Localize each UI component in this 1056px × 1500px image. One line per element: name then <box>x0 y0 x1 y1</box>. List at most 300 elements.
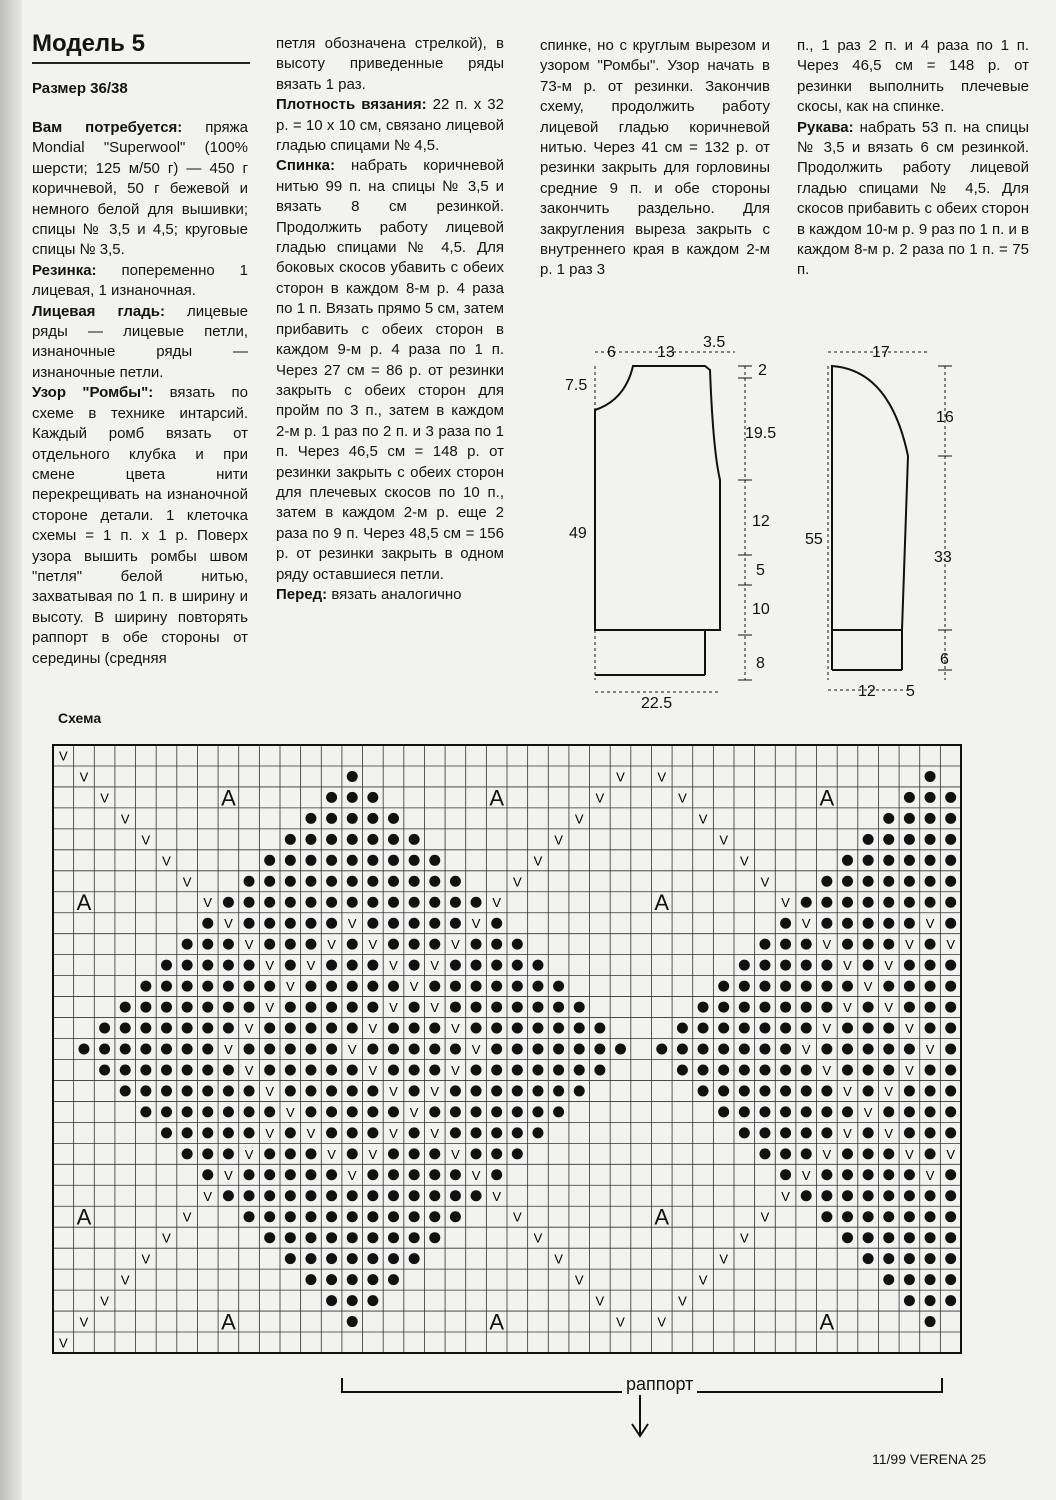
dot-mark <box>471 1148 482 1159</box>
dot-mark <box>305 1169 316 1180</box>
dot-mark <box>285 1085 296 1096</box>
dot-mark <box>471 1023 482 1034</box>
dot-mark <box>347 876 358 887</box>
check-mark: V <box>409 1104 419 1120</box>
dot-mark <box>904 1127 915 1138</box>
dim-sleeve-top: 17 <box>872 344 890 361</box>
dim-side-lower: 10 <box>752 601 770 618</box>
dot-mark <box>945 918 956 929</box>
dot-mark <box>264 897 275 908</box>
dot-mark <box>739 1106 750 1117</box>
dot-mark <box>285 1211 296 1222</box>
dot-mark <box>821 1169 832 1180</box>
dot-mark <box>553 1044 564 1055</box>
dim-side-upper: 12 <box>752 513 770 530</box>
dot-mark <box>925 1295 936 1306</box>
dot-mark <box>347 1106 358 1117</box>
dot-mark <box>925 939 936 950</box>
dot-mark <box>780 1085 791 1096</box>
dot-mark <box>718 1064 729 1075</box>
dot-mark <box>120 1064 131 1075</box>
dim-rib-height: 8 <box>756 655 765 672</box>
dot-mark <box>161 1106 172 1117</box>
page-footer: 11/99 VERENA 25 <box>872 1451 987 1467</box>
check-mark: V <box>760 874 770 890</box>
dot-mark <box>594 1064 605 1075</box>
dot-mark <box>99 1023 110 1034</box>
dot-mark <box>244 1190 255 1201</box>
dot-mark <box>182 1064 193 1075</box>
dot-mark <box>182 1044 193 1055</box>
dim-neck: 6 <box>607 344 616 361</box>
dot-mark <box>450 876 461 887</box>
text-column-1 <box>32 118 248 669</box>
dot-mark <box>801 939 812 950</box>
dot-mark <box>161 981 172 992</box>
dot-mark <box>409 1127 420 1138</box>
dot-mark <box>409 1044 420 1055</box>
dot-mark <box>244 876 255 887</box>
check-mark: V <box>533 853 543 869</box>
dot-mark <box>945 1169 956 1180</box>
dot-mark <box>842 1044 853 1055</box>
dot-mark <box>140 1064 151 1075</box>
dot-mark <box>223 1023 234 1034</box>
dim-sleeve-length: 33 <box>934 549 952 566</box>
letter-a-mark: A <box>221 785 236 811</box>
dot-mark <box>285 1169 296 1180</box>
dot-mark <box>120 1023 131 1034</box>
dot-mark <box>574 1023 585 1034</box>
dot-mark <box>202 1169 213 1180</box>
dot-mark <box>574 1064 585 1075</box>
dot-mark <box>120 1002 131 1013</box>
dot-mark <box>388 939 399 950</box>
dot-mark <box>367 834 378 845</box>
dot-mark <box>553 1085 564 1096</box>
dot-mark <box>739 981 750 992</box>
dot-mark <box>450 897 461 908</box>
dot-mark <box>780 1044 791 1055</box>
dot-mark <box>202 1064 213 1075</box>
dot-mark <box>326 834 337 845</box>
check-mark: V <box>430 1000 440 1016</box>
dot-mark <box>305 897 316 908</box>
rib-text: попеременно 1 лицевая, 1 изнаночная. <box>32 261 248 300</box>
dot-mark <box>821 1106 832 1117</box>
dot-mark <box>388 1044 399 1055</box>
dot-mark <box>718 1023 729 1034</box>
dot-mark <box>759 981 770 992</box>
dot-mark <box>863 1148 874 1159</box>
check-mark: V <box>451 1146 460 1162</box>
dot-mark <box>491 1127 502 1138</box>
dot-mark <box>450 1002 461 1013</box>
dot-mark <box>863 1169 874 1180</box>
letter-a-mark: A <box>819 1309 835 1335</box>
check-mark: V <box>182 874 192 890</box>
dot-mark <box>285 1190 296 1201</box>
dot-mark <box>904 1106 915 1117</box>
dot-mark <box>759 1085 770 1096</box>
dot-mark <box>367 813 378 824</box>
dot-mark <box>801 1002 812 1013</box>
dot-mark <box>347 1211 358 1222</box>
dot-mark <box>429 876 440 887</box>
dot-mark <box>904 855 915 866</box>
dot-mark <box>367 1190 378 1201</box>
dot-mark <box>574 1085 585 1096</box>
dot-mark <box>904 834 915 845</box>
dot-mark <box>326 981 337 992</box>
dot-mark <box>347 1232 358 1243</box>
check-mark: V <box>884 1125 894 1141</box>
dot-mark <box>491 1106 502 1117</box>
dot-mark <box>739 1127 750 1138</box>
dot-mark <box>429 1211 440 1222</box>
dot-mark <box>367 876 378 887</box>
dot-mark <box>285 1253 296 1264</box>
dot-mark <box>429 1190 440 1201</box>
dot-mark <box>161 1044 172 1055</box>
dot-mark <box>140 1085 151 1096</box>
check-mark: V <box>244 937 254 953</box>
check-mark: V <box>141 832 151 848</box>
dot-mark <box>780 1169 791 1180</box>
dot-mark <box>491 1085 502 1096</box>
dot-mark <box>326 1253 337 1264</box>
dot-mark <box>285 960 296 971</box>
dot-mark <box>409 1253 420 1264</box>
dot-mark <box>450 1127 461 1138</box>
dot-mark <box>285 1023 296 1034</box>
check-mark: V <box>162 1230 171 1246</box>
dot-mark <box>305 1002 316 1013</box>
check-mark: V <box>389 1083 398 1099</box>
dot-mark <box>945 1190 956 1201</box>
check-mark: V <box>451 1021 460 1037</box>
dot-mark <box>305 834 316 845</box>
dot-mark <box>512 1064 523 1075</box>
dot-mark <box>945 1023 956 1034</box>
body-outline <box>595 366 720 630</box>
check-mark: V <box>327 937 336 953</box>
dot-mark <box>491 1169 502 1180</box>
dot-mark <box>904 1211 915 1222</box>
dot-mark <box>863 834 874 845</box>
dot-mark <box>182 1023 193 1034</box>
dot-mark <box>120 1044 131 1055</box>
dot-mark <box>305 1190 316 1201</box>
dot-mark <box>285 834 296 845</box>
dot-mark <box>491 918 502 929</box>
dot-mark <box>326 1106 337 1117</box>
check-mark: V <box>739 1230 749 1246</box>
dot-mark <box>367 1085 378 1096</box>
dot-mark <box>925 1127 936 1138</box>
dot-mark <box>780 1148 791 1159</box>
check-mark: V <box>739 853 749 869</box>
dot-mark <box>945 1044 956 1055</box>
dot-mark <box>429 855 440 866</box>
check-mark: V <box>327 1146 336 1162</box>
dot-mark <box>409 834 420 845</box>
dot-mark <box>532 1127 543 1138</box>
dot-mark <box>264 1023 275 1034</box>
dot-mark <box>759 1064 770 1075</box>
dot-mark <box>285 939 296 950</box>
dot-mark <box>863 939 874 950</box>
gauge-text: 22 п. х 32 р. = 10 х 10 см, связано лицевой гладью спицами № 4,5. <box>276 96 504 155</box>
dot-mark <box>491 1044 502 1055</box>
dot-mark <box>512 960 523 971</box>
sleeve-pattern-diagram <box>800 330 970 710</box>
check-mark: V <box>306 958 316 974</box>
dot-mark <box>388 918 399 929</box>
dot-mark <box>491 1148 502 1159</box>
dot-mark <box>512 1023 523 1034</box>
dot-mark <box>801 1127 812 1138</box>
check-mark: V <box>100 1293 109 1309</box>
check-mark: V <box>451 937 460 953</box>
dot-mark <box>883 1253 894 1264</box>
dot-mark <box>718 1085 729 1096</box>
check-mark: V <box>843 1125 852 1141</box>
dot-mark <box>945 1106 956 1117</box>
dot-mark <box>615 1044 626 1055</box>
dot-mark <box>244 981 255 992</box>
dot-mark <box>904 1253 915 1264</box>
dot-mark <box>491 939 502 950</box>
dot-mark <box>264 1064 275 1075</box>
dot-mark <box>945 1002 956 1013</box>
dot-mark <box>780 1064 791 1075</box>
dot-mark <box>244 1106 255 1117</box>
dot-mark <box>883 981 894 992</box>
check-mark: V <box>801 1042 811 1057</box>
check-mark: V <box>182 1209 192 1225</box>
dot-mark <box>883 1106 894 1117</box>
check-mark: V <box>595 1293 605 1309</box>
dot-mark <box>223 981 234 992</box>
dot-mark <box>780 1023 791 1034</box>
check-mark: V <box>430 1125 440 1141</box>
dot-mark <box>347 1190 358 1201</box>
dot-mark <box>801 1148 812 1159</box>
dot-mark <box>925 771 936 782</box>
dot-mark <box>285 855 296 866</box>
dot-mark <box>925 960 936 971</box>
dot-mark <box>367 1253 378 1264</box>
check-mark: V <box>884 1083 894 1099</box>
scheme-title: Схема <box>58 710 102 726</box>
dot-mark <box>223 1085 234 1096</box>
dot-mark <box>863 960 874 971</box>
check-mark: V <box>698 811 708 827</box>
dot-mark <box>532 1044 543 1055</box>
dot-mark <box>388 1064 399 1075</box>
check-mark: V <box>265 1083 275 1099</box>
dot-mark <box>264 981 275 992</box>
dot-mark <box>904 792 915 803</box>
dot-mark <box>718 1002 729 1013</box>
dot-mark <box>842 918 853 929</box>
dot-mark <box>367 981 378 992</box>
dot-mark <box>244 1169 255 1180</box>
dot-mark <box>326 1211 337 1222</box>
dot-mark <box>925 1023 936 1034</box>
dot-mark <box>202 1148 213 1159</box>
check-mark: V <box>884 1000 894 1016</box>
front-text: вязать аналогично <box>327 585 462 603</box>
dot-mark <box>264 1232 275 1243</box>
dot-mark <box>883 1023 894 1034</box>
dot-mark <box>512 939 523 950</box>
dot-mark <box>450 981 461 992</box>
dot-mark <box>925 1106 936 1117</box>
dot-mark <box>842 876 853 887</box>
dot-mark <box>925 1232 936 1243</box>
dot-mark <box>904 1232 915 1243</box>
dot-mark <box>512 1106 523 1117</box>
dot-mark <box>347 1002 358 1013</box>
dot-mark <box>223 897 234 908</box>
check-mark: V <box>265 958 275 974</box>
dot-mark <box>945 1064 956 1075</box>
dot-mark <box>326 1295 337 1306</box>
dot-mark <box>409 1211 420 1222</box>
dot-mark <box>677 1064 688 1075</box>
dot-mark <box>99 1064 110 1075</box>
dot-mark <box>429 1232 440 1243</box>
dot-mark <box>450 1211 461 1222</box>
dot-mark <box>223 1190 234 1201</box>
dot-mark <box>904 918 915 929</box>
dot-mark <box>347 813 358 824</box>
dot-mark <box>305 1148 316 1159</box>
dot-mark <box>388 1148 399 1159</box>
dot-mark <box>140 1002 151 1013</box>
dot-mark <box>759 939 770 950</box>
dot-mark <box>512 1127 523 1138</box>
check-mark: V <box>224 916 233 932</box>
dot-mark <box>883 918 894 929</box>
rapport-label: раппорт <box>622 1374 697 1395</box>
dot-mark <box>264 1190 275 1201</box>
dot-mark <box>821 1085 832 1096</box>
dot-mark <box>409 939 420 950</box>
dot-mark <box>409 960 420 971</box>
dot-mark <box>182 1002 193 1013</box>
dot-mark <box>326 813 337 824</box>
check-mark: V <box>451 1062 460 1078</box>
dot-mark <box>471 1085 482 1096</box>
dot-mark <box>388 855 399 866</box>
dot-mark <box>347 1295 358 1306</box>
dot-mark <box>842 897 853 908</box>
sleeve-outline <box>832 366 908 630</box>
check-mark: V <box>162 853 171 869</box>
dot-mark <box>202 1106 213 1117</box>
check-mark: V <box>925 1042 935 1057</box>
dot-mark <box>367 1211 378 1222</box>
dot-mark <box>202 939 213 950</box>
dot-mark <box>388 1232 399 1243</box>
dot-mark <box>863 1190 874 1201</box>
dot-mark <box>759 1106 770 1117</box>
dot-mark <box>491 1064 502 1075</box>
dot-mark <box>904 1085 915 1096</box>
dot-mark <box>305 1044 316 1055</box>
body-pattern-diagram <box>555 330 795 710</box>
dot-mark <box>388 1253 399 1264</box>
dot-mark <box>182 1085 193 1096</box>
dot-mark <box>264 1169 275 1180</box>
dot-mark <box>904 813 915 824</box>
dot-mark <box>739 1044 750 1055</box>
sleeve-text: набрать 53 п. на спицы № 3,5 и вязать 6 см резинкой. Продолжить работу лицевой гладью спицами № 4,5. Для скосов прибавить с обеих сторон в каждом 10-м р. 9 раз по 1 п. и в каждом 8-м р. 2 раза по 1 п. = 75 п. <box>797 118 1030 279</box>
dot-mark <box>821 897 832 908</box>
dot-mark <box>883 1190 894 1201</box>
dot-mark <box>285 1232 296 1243</box>
dot-mark <box>347 939 358 950</box>
dot-mark <box>842 1106 853 1117</box>
dot-mark <box>780 918 791 929</box>
dot-mark <box>801 981 812 992</box>
check-mark: V <box>141 1251 151 1267</box>
dot-mark <box>326 1190 337 1201</box>
dot-mark <box>429 1148 440 1159</box>
dot-mark <box>863 1211 874 1222</box>
check-mark: V <box>471 916 481 932</box>
dot-mark <box>842 1190 853 1201</box>
dot-mark <box>326 1232 337 1243</box>
dot-mark <box>182 939 193 950</box>
dot-mark <box>863 1253 874 1264</box>
dot-mark <box>471 1127 482 1138</box>
dot-mark <box>759 1044 770 1055</box>
dot-mark <box>821 1127 832 1138</box>
dot-mark <box>182 981 193 992</box>
check-mark: V <box>265 1000 275 1016</box>
dot-mark <box>244 918 255 929</box>
dot-mark <box>388 981 399 992</box>
dot-mark <box>532 1023 543 1034</box>
letter-a-mark: A <box>489 1309 505 1335</box>
dot-mark <box>532 960 543 971</box>
check-mark: V <box>925 1167 935 1183</box>
dot-mark <box>925 1211 936 1222</box>
check-mark: V <box>781 895 790 911</box>
dot-mark <box>821 1002 832 1013</box>
dot-mark <box>409 1232 420 1243</box>
dot-mark <box>347 1085 358 1096</box>
materials-label: Вам потребуется: <box>32 119 183 136</box>
dot-mark <box>244 1002 255 1013</box>
dot-mark <box>347 1316 358 1327</box>
dot-mark <box>347 981 358 992</box>
dim-half-width: 22.5 <box>641 695 673 710</box>
dot-mark <box>718 1106 729 1117</box>
dot-mark <box>244 1085 255 1096</box>
dot-mark <box>388 813 399 824</box>
dot-mark <box>347 1064 358 1075</box>
dot-mark <box>945 1127 956 1138</box>
dot-mark <box>429 918 440 929</box>
dot-mark <box>553 981 564 992</box>
dot-mark <box>553 1106 564 1117</box>
dot-mark <box>347 960 358 971</box>
